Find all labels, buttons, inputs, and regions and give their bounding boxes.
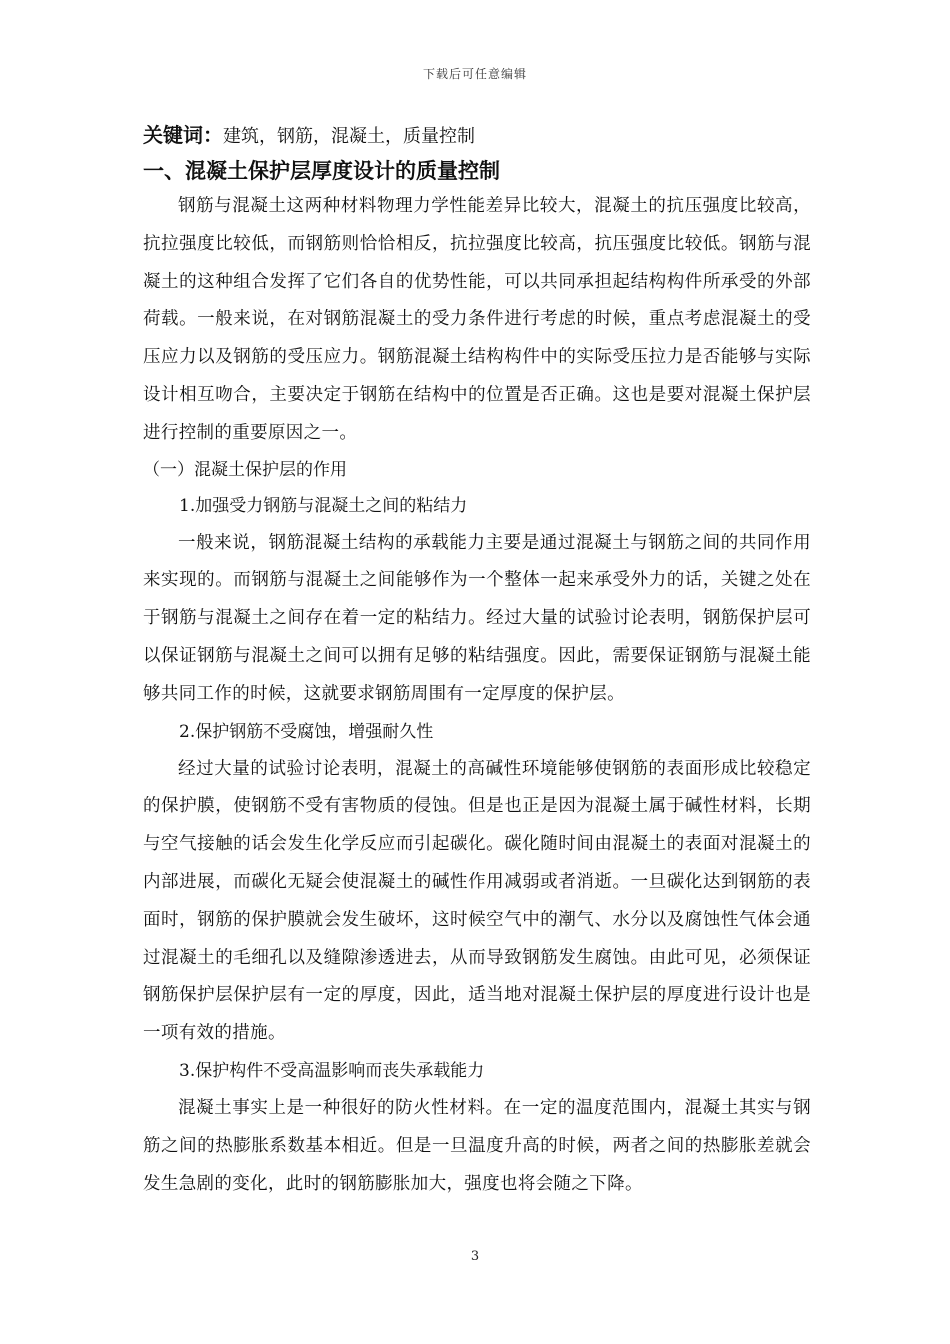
keywords-line	[143, 120, 811, 152]
item-3-paragraph: 混凝土事实上是一种很好的防火性材料。在一定的温度范围内，混凝土其实与钢筋之间的热膨胀系数基本相近。但是一旦温度升高的时候，两者之间的热膨胀差就会发生急剧的变化，此时的钢筋膨胀加大，强度也将会随之下降。	[143, 1097, 811, 1194]
keywords-label: 关键词：	[143, 123, 223, 147]
item-1-paragraph: 一般来说，钢筋混凝土结构的承载能力主要是通过混凝土与钢筋之间的共同作用来实现的。而钢筋与混凝土之间能够作为一个整体一起来承受外力的话，关键之处在于钢筋与混凝土之间存在着一定的粘结力。经过大量的试验讨论表明，钢筋保护层可以保证钢筋与混凝土之间可以拥有足够的粘结强度。因此，需要保证钢筋与混凝土能够共同工作的时候，这就要求钢筋周围有一定厚度的保护层。	[143, 532, 811, 704]
section-title: 一、混凝土保护层厚度设计的质量控制	[143, 159, 500, 183]
item-1-heading: 1.加强受力钢筋与混凝土之间的粘结力	[179, 495, 468, 516]
subsection-title: （一）混凝土保护层的作用	[143, 459, 347, 480]
item-2-paragraph: 经过大量的试验讨论表明，混凝土的高碱性环境能够使钢筋的表面形成比较稳定的保护膜，使钢筋不受有害物质的侵蚀。但是也正是因为混凝土属于碱性材料，长期与空气接触的话会发生化学反应而引起碳化。碳化随时间由混凝土的表面对混凝土的内部进展，而碳化无疑会使混凝土的碱性作用减弱或者消逝。一旦碳化达到钢筋的表面时，钢筋的保护膜就会发生破坏，这时候空气中的潮气、水分以及腐蚀性气体会通过混凝土的毛细孔以及缝隙渗透进去，从而导致钢筋发生腐蚀。由此可见，必须保证钢筋保护层保护层有一定的厚度，因此，适当地对混凝土保护层的厚度进行设计也是一项有效的措施。	[143, 758, 811, 1044]
page-number: 3	[470, 1249, 480, 1264]
item-3-heading: 3.保护构件不受高温影响而丧失承载能力	[179, 1060, 485, 1081]
keywords-value: 建筑，钢筋，混凝土，质量控制	[223, 126, 475, 147]
section-intro-paragraph: 钢筋与混凝土这两种材料物理力学性能差异比较大，混凝土的抗压强度比较高，抗拉强度比较低，而钢筋则恰恰相反，抗拉强度比较高，抗压强度比较低。钢筋与混凝土的这种组合发挥了它们各自的优势性能，可以共同承担起结构构件所承受的外部荷载。一般来说，在对钢筋混凝土的受力条件进行考虑的时候，重点考虑混凝土的受压应力以及钢筋的受压应力。钢筋混凝土结构构件中的实际受压拉力是否能够与实际设计相互吻合，主要决定于钢筋在结构中的位置是否正确。这也是要对混凝土保护层进行控制的重要原因之一。	[143, 196, 811, 443]
page-content	[143, 120, 811, 1203]
item-2-heading: 2.保护钢筋不受腐蚀，增强耐久性	[179, 721, 434, 742]
page-header: 下载后可任意编辑	[422, 67, 527, 81]
